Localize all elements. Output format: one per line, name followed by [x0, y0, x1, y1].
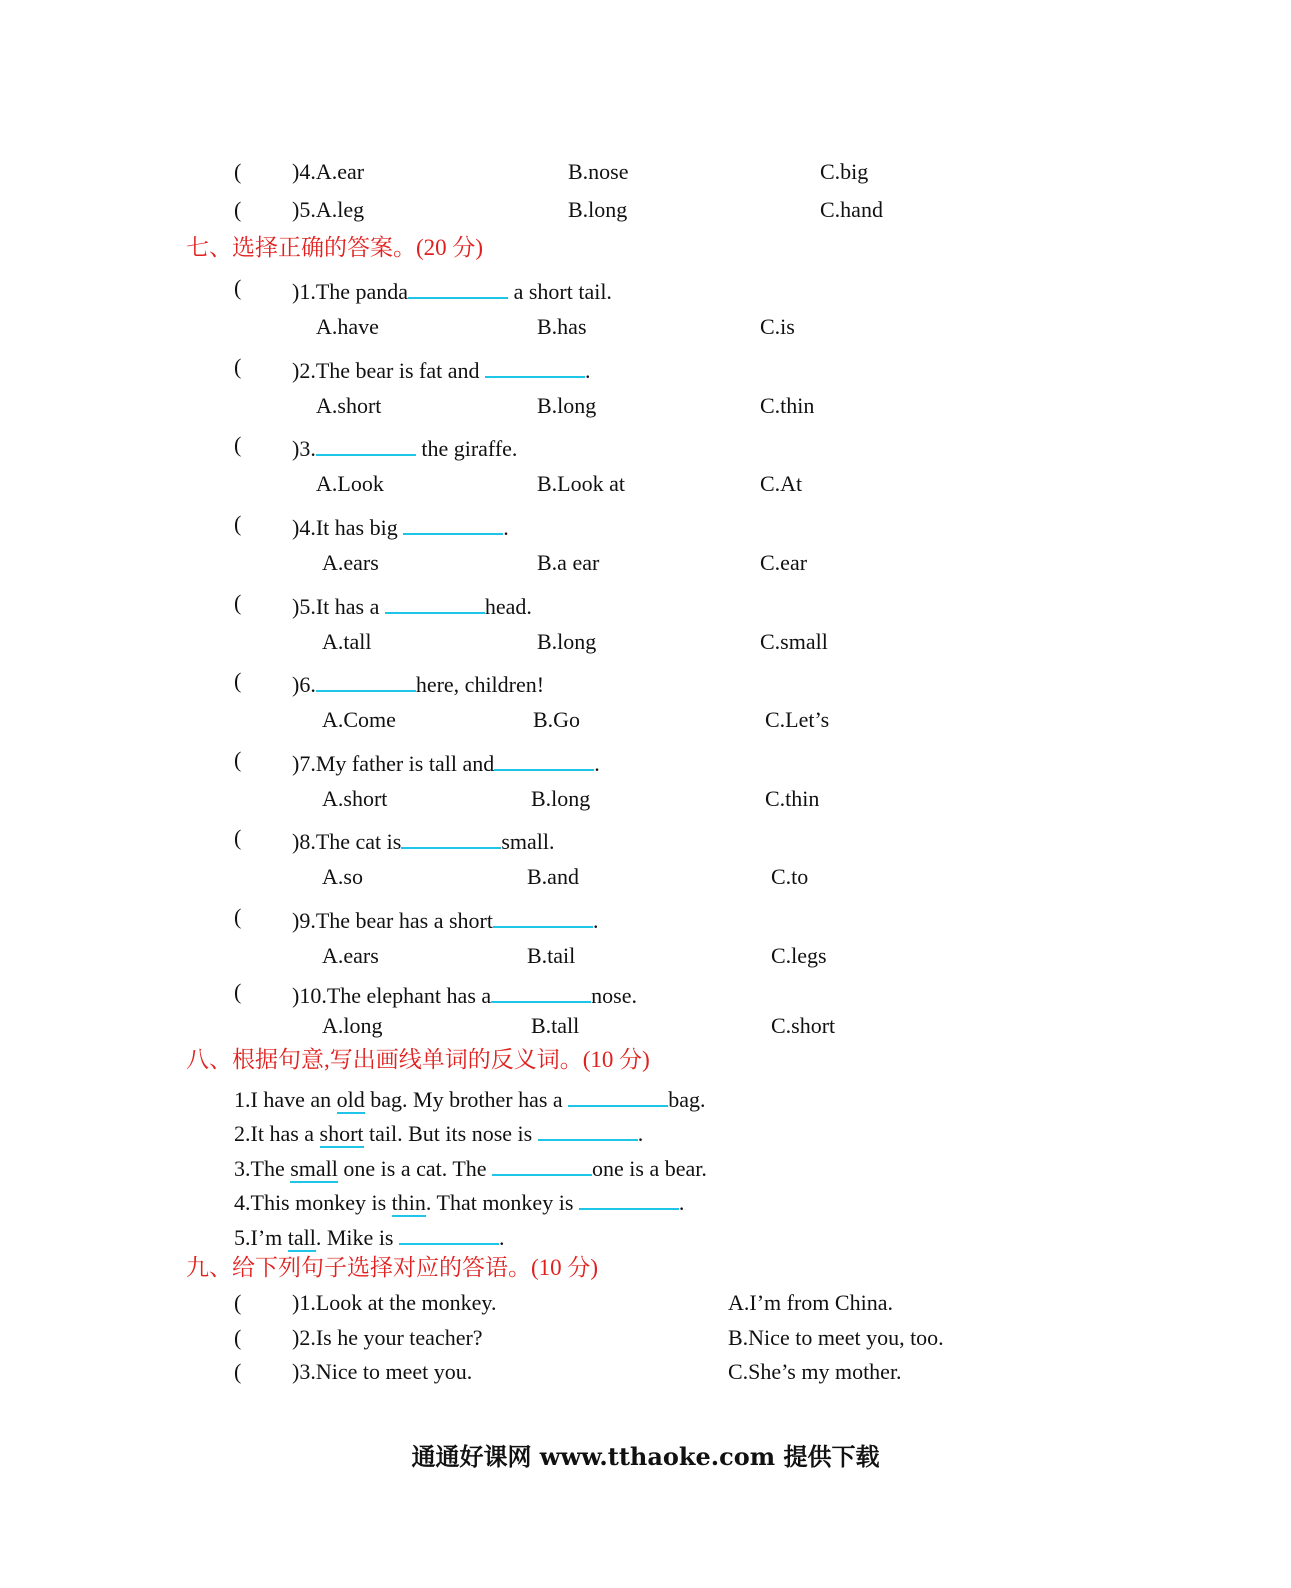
option-a: A.ears: [322, 943, 379, 968]
answer-blank[interactable]: [401, 825, 501, 849]
option-b: B.long: [537, 629, 597, 654]
option-b: B.Look at: [537, 471, 625, 496]
answer-option: C.She’s my mother.: [728, 1359, 902, 1384]
question-text: [292, 432, 517, 462]
answer-blank[interactable]: [399, 1221, 499, 1245]
section8-title: 八、根据句意,写出画线单词的反义词。(10 分): [186, 1047, 650, 1072]
paren: (: [234, 590, 242, 615]
sentence-end: one is a bear.: [592, 1156, 707, 1181]
question-suffix: here, children!: [415, 672, 545, 697]
paren: (: [234, 825, 242, 850]
answer-blank[interactable]: [491, 979, 591, 1003]
paren: (: [234, 432, 242, 457]
sentence-middle: . That monkey is: [425, 1190, 579, 1215]
question-text: )2.Is he your teacher?: [292, 1325, 483, 1350]
option-a: A.long: [322, 1013, 383, 1038]
question-text: )3.Nice to meet you.: [292, 1359, 473, 1384]
answer-blank[interactable]: [493, 904, 593, 928]
option-a: A.Come: [322, 707, 396, 732]
option-c: C.ear: [760, 550, 808, 575]
option-c: C.hand: [820, 197, 883, 222]
paren: (: [234, 668, 242, 693]
question-text: )1.Look at the monkey.: [292, 1290, 497, 1315]
answer-blank[interactable]: [408, 275, 508, 299]
option-b: B.tail: [527, 943, 576, 968]
question-suffix: a short tail.: [508, 279, 612, 304]
option-a: A.have: [316, 314, 379, 339]
option-c: C.small: [760, 629, 828, 654]
question-prefix: )2.The bear is fat and: [292, 358, 486, 383]
option-b: B.long: [531, 786, 591, 811]
question-prefix: )4.It has big: [292, 515, 404, 540]
sentence-start: 1.I have an: [234, 1087, 337, 1112]
answer-blank[interactable]: [579, 1186, 679, 1210]
option-c: C.is: [760, 314, 795, 339]
footer-watermark: 通通好课网 www.tthaoke.com 提供下载: [411, 1442, 880, 1471]
sentence-end: .: [637, 1121, 644, 1146]
sentence-end: .: [499, 1225, 505, 1250]
answer-blank[interactable]: [485, 354, 585, 378]
sentence-end: .: [678, 1190, 685, 1215]
question-prefix: )1.The panda: [292, 279, 409, 304]
paren: (: [234, 1359, 242, 1384]
answer-blank[interactable]: [492, 1152, 592, 1176]
option-c: C.At: [760, 471, 803, 496]
answer-blank[interactable]: [316, 668, 416, 692]
sentence-start: 3.The: [234, 1156, 291, 1181]
section8-sentence-4: [234, 1186, 684, 1216]
question-suffix: small.: [501, 829, 555, 854]
underlined-word: old: [336, 1087, 365, 1112]
sentence-end: bag.: [668, 1087, 706, 1112]
answer-option: B.Nice to meet you, too.: [728, 1325, 944, 1350]
question-suffix: the giraffe.: [415, 436, 518, 461]
answer-blank[interactable]: [568, 1083, 668, 1107]
option-b: B.and: [527, 864, 579, 889]
question-text: [292, 511, 509, 541]
question-prefix: )3.: [292, 436, 316, 461]
option-c: C.big: [820, 159, 869, 184]
sentence-start: 2.It has a: [234, 1121, 320, 1146]
sentence-middle: . Mike is: [315, 1225, 399, 1250]
answer-blank[interactable]: [316, 432, 416, 456]
question-suffix: nose.: [591, 983, 637, 1008]
paren: (: [234, 197, 242, 222]
section9-title: 九、给下列句子选择对应的答语。(10 分): [186, 1255, 599, 1280]
answer-blank[interactable]: [494, 747, 594, 771]
answer-blank[interactable]: [403, 511, 503, 535]
option-b: B.nose: [568, 159, 629, 184]
option-c: C.short: [771, 1013, 836, 1038]
option-a: A.short: [322, 786, 388, 811]
underlined-word: thin: [391, 1190, 426, 1215]
section8-sentence-5: [234, 1221, 505, 1251]
option-b: B.long: [537, 393, 597, 418]
sentence-start: 5.I’m: [234, 1225, 288, 1250]
option-b: B.tall: [531, 1013, 580, 1038]
paren: (: [234, 159, 242, 184]
option-a: A.so: [322, 864, 363, 889]
underlined-word: short: [319, 1121, 364, 1146]
question-prefix: )9.The bear has a short: [292, 908, 493, 933]
question-text: [292, 904, 598, 934]
option-b: B.a ear: [537, 550, 600, 575]
question-prefix: )7.My father is tall and: [292, 751, 495, 776]
option-a: A.ears: [322, 550, 379, 575]
option-c: C.thin: [760, 393, 815, 418]
option-a: A.short: [316, 393, 382, 418]
question-prefix: )5.It has a: [292, 594, 385, 619]
paren: (: [234, 1290, 242, 1315]
paren: (: [234, 275, 242, 300]
sentence-middle: one is a cat. The: [337, 1156, 493, 1181]
paren: (: [234, 511, 242, 536]
option-c: C.Let’s: [765, 707, 830, 732]
sentence-start: 4.This monkey is: [234, 1190, 392, 1215]
sentence-middle: tail. But its nose is: [363, 1121, 538, 1146]
option-b: B.Go: [533, 707, 581, 732]
question-text: [292, 979, 637, 1009]
question-text: [292, 668, 544, 698]
question-text: [292, 747, 600, 777]
option-a: A.tall: [322, 629, 372, 654]
paren: (: [234, 904, 242, 929]
option-a: A.Look: [316, 471, 384, 496]
question-prefix: )6.: [292, 672, 316, 697]
answer-option: A.I’m from China.: [728, 1290, 893, 1315]
section8-sentence-1: [234, 1083, 705, 1113]
question-prefix: )10.The elephant has a: [292, 983, 492, 1008]
paren: (: [234, 979, 242, 1004]
answer-blank[interactable]: [385, 590, 485, 614]
option-c: C.thin: [765, 786, 820, 811]
question-suffix: .: [592, 908, 599, 933]
section8-sentence-3: [234, 1152, 707, 1182]
section7-title: 七、选择正确的答案。(20 分): [186, 235, 484, 260]
question-text: [292, 825, 555, 855]
question-text: [292, 275, 612, 305]
question-text: [292, 354, 591, 384]
question-suffix: .: [503, 515, 509, 540]
option-c: C.legs: [771, 943, 827, 968]
paren: (: [234, 747, 242, 772]
paren: (: [234, 1325, 242, 1350]
sentence-middle: bag. My brother has a: [364, 1087, 569, 1112]
paren: (: [234, 354, 242, 379]
option-c: C.to: [771, 864, 809, 889]
option-b: B.long: [568, 197, 628, 222]
question-prefix: )8.The cat is: [292, 829, 402, 854]
answer-blank[interactable]: [538, 1117, 638, 1141]
question-suffix: .: [594, 751, 600, 776]
section8-sentence-2: [234, 1117, 643, 1147]
question-suffix: .: [585, 358, 591, 383]
question-suffix: head.: [484, 594, 532, 619]
option-b: B.has: [537, 314, 587, 339]
question-option-a: )5.A.leg: [292, 197, 365, 222]
underlined-word: tall: [287, 1225, 316, 1250]
underlined-word: small: [290, 1156, 338, 1181]
question-option-a: )4.A.ear: [292, 159, 365, 184]
question-text: [292, 590, 532, 620]
